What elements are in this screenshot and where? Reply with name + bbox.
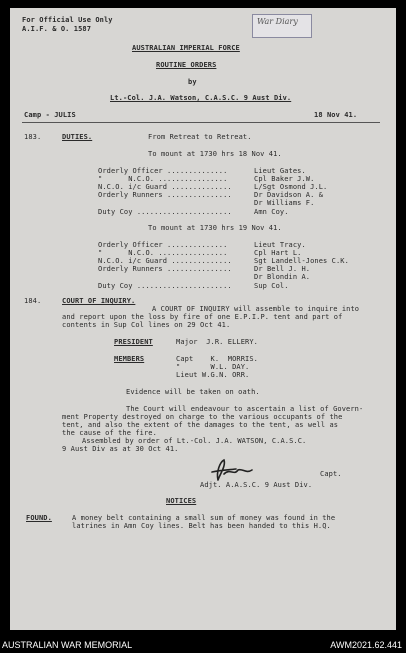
paragraph-line: tent, and also the extent of the damages to the tent, as well as: [62, 421, 339, 429]
item-184-number: 184.: [24, 297, 42, 305]
signatory-appointment: Adjt. A.A.S.C. 9 Aust Div.: [200, 481, 313, 489]
order-date: 18 Nov 41.: [314, 111, 358, 119]
duty-name: Dr Bell J. H.: [254, 265, 311, 273]
paragraph-line: and report upon the loss by fire of one E.P.I.P. tent and part of: [62, 313, 343, 321]
paragraph-line: The Court will endeavour to ascertain a list of Govern-: [126, 405, 364, 413]
member-name: " W.L. DAY.: [176, 363, 250, 371]
footer-institution: AUSTRALIAN WAR MEMORIAL: [2, 640, 133, 650]
mount-line-2: To mount at 1730 hrs 19 Nov 41.: [148, 224, 282, 232]
duty-name: Lieut Gates.: [254, 167, 306, 175]
item-184-heading: COURT OF INQUIRY.: [62, 297, 136, 305]
document-page: [10, 8, 396, 630]
duty-name: Sup Col.: [254, 282, 289, 290]
duty-name: Dr Blondin A.: [254, 273, 311, 281]
president-name: Major J.R. ELLERY.: [176, 338, 258, 346]
duty-name: Cpl Baker J.W.: [254, 175, 315, 183]
duty-role: " N.C.O. ................: [98, 249, 228, 257]
members-label: MEMBERS: [114, 355, 145, 363]
author-line: Lt.-Col. J.A. Watson, C.A.S.C. 9 Aust Div.: [110, 94, 292, 102]
paragraph-line: A COURT OF INQUIRY will assemble to inquire into: [152, 305, 360, 313]
assembled-line: 9 Aust Div as at 30 Oct 41.: [62, 445, 179, 453]
notices-heading: NOTICES: [166, 497, 197, 505]
item-183-heading: DUTIES.: [62, 133, 93, 141]
duty-name: L/Sgt Osmond J.L.: [254, 183, 328, 191]
duties-subtitle: From Retreat to Retreat.: [148, 133, 252, 141]
duty-role: N.C.O. i/c Guard ..............: [98, 183, 232, 191]
notice-line: latrines in Amn Coy lines. Belt has been handed to this H.Q.: [72, 522, 331, 530]
document-title: ROUTINE ORDERS: [156, 61, 217, 69]
force-heading: AUSTRALIAN IMPERIAL FORCE: [132, 44, 240, 52]
archive-footer: [0, 635, 406, 653]
handwritten-annotation: War Diary: [252, 14, 312, 38]
paragraph-line: ment Property destroyed on charge to the various occupants of the: [62, 413, 343, 421]
duty-name: Dr Williams F.: [254, 199, 315, 207]
duty-role: N.C.O. i/c Guard ..............: [98, 257, 232, 265]
duty-role: Duty Coy ......................: [98, 282, 232, 290]
found-label: FOUND.: [26, 514, 52, 522]
footer-accession-number: AWM2021.62.441: [330, 640, 402, 650]
signature-mark: [206, 458, 256, 482]
duty-role: Orderly Officer ..............: [98, 167, 228, 175]
duty-name: Lieut Tracy.: [254, 241, 306, 249]
paragraph-line: the cause of the fire.: [62, 429, 157, 437]
evidence-line: Evidence will be taken on oath.: [126, 388, 260, 396]
header-rule: [22, 122, 380, 123]
duty-role: " N.C.O. ................: [98, 175, 228, 183]
camp-line: Camp - JULIS: [24, 111, 76, 119]
duty-name: Amn Coy.: [254, 208, 289, 216]
duty-role: Orderly Runners ...............: [98, 191, 232, 199]
president-label: PRESIDENT: [114, 338, 153, 346]
paragraph-line: contents in Sup Col lines on 29 Oct 41.: [62, 321, 231, 329]
mount-line-1: To mount at 1730 hrs 18 Nov 41.: [148, 150, 282, 158]
member-name: Capt K. MORRIS.: [176, 355, 258, 363]
duty-name: Sgt Landell-Jones C.K.: [254, 257, 349, 265]
official-use-line: For Official Use Only: [22, 16, 113, 24]
assembled-line: Assembled by order of Lt.-Col. J.A. WATSON, C.A.S.C.: [82, 437, 307, 445]
duty-name: Dr Davidson A. &: [254, 191, 324, 199]
item-183-number: 183.: [24, 133, 42, 141]
duty-name: Cpl Hart L.: [254, 249, 302, 257]
duty-role: Duty Coy ......................: [98, 208, 232, 216]
duty-role: Orderly Officer ..............: [98, 241, 228, 249]
by-line: by: [188, 78, 197, 86]
signatory-rank: Capt.: [320, 470, 342, 478]
member-name: Lieut W.G.N. ORR.: [176, 371, 250, 379]
notice-line: A money belt containing a small sum of money was found in the: [72, 514, 336, 522]
reference-line: A.I.F. & O. 1587: [22, 25, 92, 33]
duty-role: Orderly Runners ...............: [98, 265, 232, 273]
